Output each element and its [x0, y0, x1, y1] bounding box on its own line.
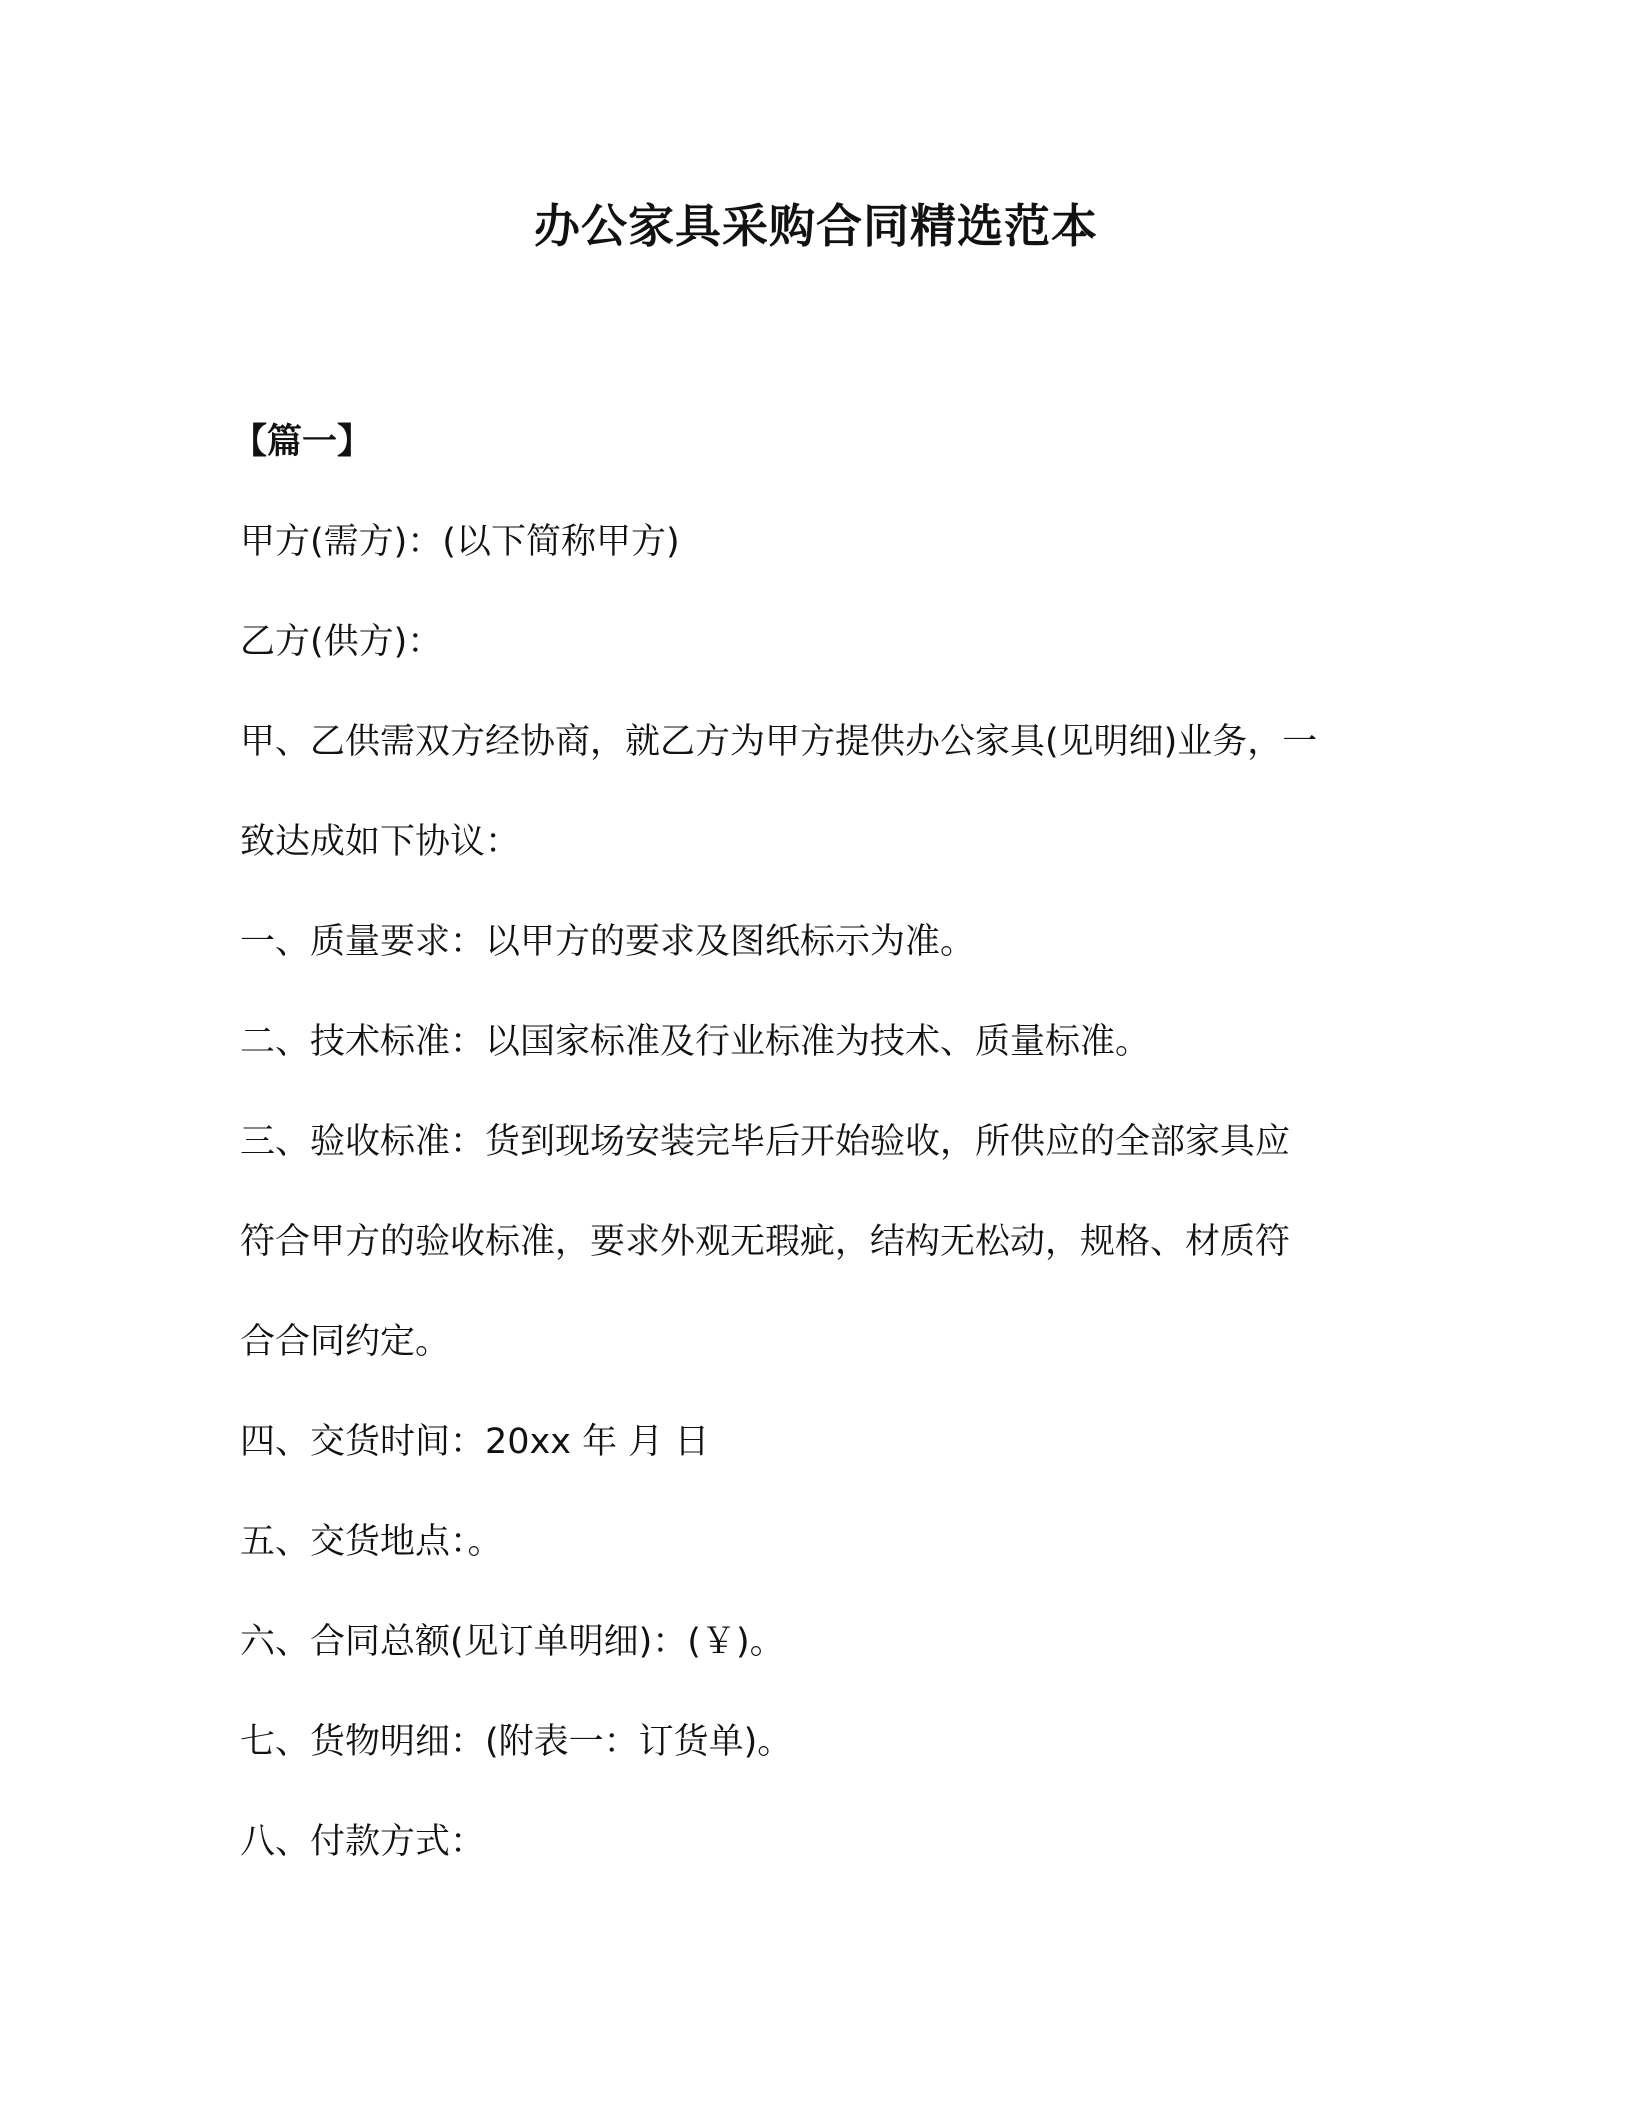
clause-delivery-location: 五、交货地点：。 — [240, 1522, 503, 1562]
clause-technical-standard: 二、技术标准：以国家标准及行业标准为技术、质量标准。 — [240, 1022, 1151, 1062]
party-a-line: 甲方(需方)：(以下简称甲方) — [240, 522, 680, 562]
clause-acceptance-line-1: 三、验收标准：货到现场安装完毕后开始验收，所供应的全部家具应 — [240, 1122, 1291, 1162]
clause-quality: 一、质量要求：以甲方的要求及图纸标示为准。 — [240, 922, 976, 962]
clause-contract-total: 六、合同总额(见订单明细)：(￥)。 — [240, 1622, 785, 1662]
party-b-line: 乙方(供方)： — [240, 622, 443, 662]
section-tag: 【篇一】 — [232, 422, 373, 462]
clause-goods-details: 七、货物明细：(附表一：订货单)。 — [240, 1722, 793, 1762]
agreement-intro-line-1: 甲、乙供需双方经协商，就乙方为甲方提供办公家具(见明细)业务，一 — [240, 722, 1318, 762]
clause-payment-method: 八、付款方式： — [240, 1822, 486, 1862]
document-title: 办公家具采购合同精选范本 — [534, 199, 1098, 253]
clause-acceptance-line-2: 符合甲方的验收标准，要求外观无瑕疵，结构无松动，规格、材质符 — [240, 1222, 1291, 1262]
clause-delivery-time: 四、交货时间：20xx 年 月 日 — [240, 1422, 710, 1462]
agreement-intro-line-2: 致达成如下协议： — [240, 822, 521, 862]
clause-acceptance-line-3: 合合同约定。 — [240, 1322, 451, 1362]
